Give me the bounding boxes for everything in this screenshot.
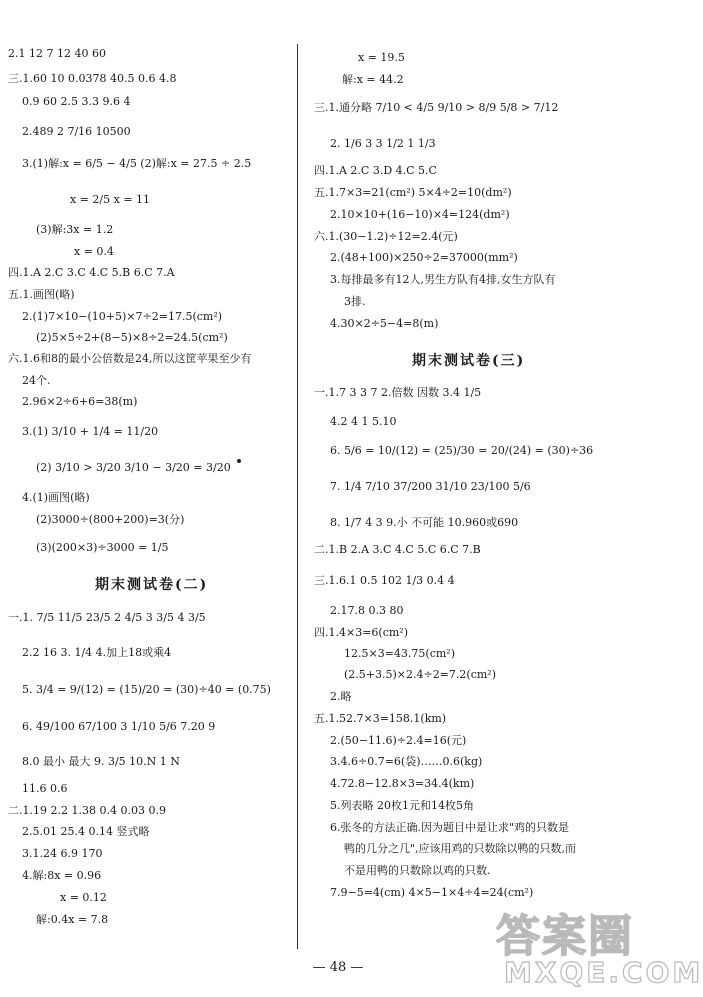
answer-line: 解:x = 44.2 [342,73,404,86]
answer-line: 4.30×2÷5−4=8(m) [330,317,439,330]
answer-line: 5. 3/4 = 9/(12) = (15)/20 = (30)÷40 = (0.75) [22,683,271,696]
answer-line: 3排. [344,295,366,308]
answer-line: 4.解:8x = 0.96 [22,869,102,882]
answer-line: (2) 3/10 > 3/20 3/10 − 3/20 = 3/20 [36,461,231,474]
watermark-sub-text: MXQE.COM [504,956,703,989]
page-number: — 48 — [312,960,364,975]
answer-line: 2.17.8 0.3 80 [330,604,404,617]
answer-line: 6. 5/6 = 10/(12) = (25)/30 = 20/(24) = (30)÷36 [330,444,594,457]
answer-line: 5.列表略 20枚1元和14枚5角 [330,799,474,812]
answer-line: x = 0.4 [74,245,114,258]
answer-line: 五.1.画图(略) [8,288,75,301]
answer-line: (3)解:3x = 1.2 [36,223,114,236]
watermark-logo [496,900,703,992]
section-title: 期末测试卷(二) [95,577,209,593]
answer-line: x = 2/5 x = 11 [70,193,151,206]
answer-line: 五.1.7×3=21(cm²) 5×4÷2=10(dm²) [314,186,512,199]
answer-line: 3.1.24 6.9 170 [22,847,103,860]
answer-line: x = 19.5 [358,51,405,64]
answer-line: 3.(1) 3/10 + 1/4 = 11/20 [22,425,159,438]
answer-line: 2.5.01 25.4 0.14 竖式略 [22,825,150,838]
answer-line: 7. 1/4 7/10 37/200 31/10 23/100 5/6 [330,480,531,493]
answer-line: 三.1.6.1 0.5 102 1/3 0.4 4 [314,574,455,587]
answer-line: 11.6 0.6 [22,782,68,795]
answer-line: 2.(48+100)×250÷2=37000(mm²) [330,251,518,264]
answer-line: 三.1.60 10 0.0378 40.5 0.6 4.8 [8,72,177,85]
answer-line: 24个. [22,374,51,387]
answer-line: 8.0 最小 最大 9. 3/5 10.N 1 N [22,755,180,768]
answer-line: 4.2 4 1 5.10 [330,415,397,428]
answer-line: 7.9−5=4(cm) 4×5−1×4÷4=24(cm²) [330,886,534,899]
answer-line: 四.1.A 2.C 3.C 4.C 5.B 6.C 7.A [8,266,175,279]
answer-line: 一.1.7 3 3 7 2.倍数 因数 3.4 1/5 [314,386,482,399]
answer-line: 3.每排最多有12人,男生方队有4排,女生方队有 [330,273,556,286]
answer-line: (2)5×5÷2+(8−5)×8÷2=24.5(cm²) [36,331,228,344]
answer-line: 4.72.8−12.8×3=34.4(km) [330,777,475,790]
answer-line: 五.1.52.7×3=158.1(km) [314,712,447,725]
answer-line: 三.1.通分略 7/10 < 4/5 9/10 > 8/9 5/8 > 7/12 [314,101,559,114]
answer-line: 3.4.6÷0.7=6(袋)……0.6(kg) [330,755,483,768]
answer-line: (2)3000÷(800+200)=3(分) [36,513,185,526]
answer-line: 2.略 [330,690,352,703]
answer-line: 2.1 12 7 12 40 60 [8,47,106,60]
answer-line: 4.(1)画图(略) [22,491,90,504]
answer-line: 六.1.6和8的最小公倍数是24,所以这筐苹果至少有 [8,352,252,365]
answer-line: 一.1. 7/5 11/5 23/5 2 4/5 3 3/5 4 3/5 [8,611,206,624]
answer-line: 2.(50−11.6)÷2.4=16(元) [330,734,467,747]
answer-line: 四.1.A 2.C 3.D 4.C 5.C [314,164,437,177]
answer-line: 不是用鸭的只数除以鸡的只数. [344,864,491,877]
answer-line: 2.10×10+(16−10)×4=124(dm²) [330,208,510,221]
answer-line: 2.489 2 7/16 10500 [22,125,131,138]
answer-line: 6. 49/100 67/100 3 1/10 5/6 7.20 9 [22,720,216,733]
answer-line: 六.1.(30−1.2)÷12=2.4(元) [314,230,458,243]
answer-line: 二.1.B 2.A 3.C 4.C 5.C 6.C 7.B [314,543,481,556]
answer-line: 四.1.4×3=6(cm²) [314,626,409,639]
answer-line: 2.2 16 3. 1/4 4.加上18或乘4 [22,646,172,659]
answer-line: 鸭的几分之几",应该用鸡的只数除以鸭的只数,而 [344,842,577,855]
section-title: 期末测试卷(三) [412,353,526,369]
answer-line: 2. 1/6 3 3 1/2 1 1/3 [330,137,436,150]
answer-line: 0.9 60 2.5 3.3 9.6 4 [22,95,131,108]
answer-line: 6.张冬的方法正确.因为题目中是让求"鸡的只数是 [330,821,570,834]
answer-line: 12.5×3=43.75(cm²) [344,647,455,660]
column-divider [297,44,298,949]
answer-line: 2.96×2÷6+6=38(m) [22,395,138,408]
answer-line: 8. 1/7 4 3 9.小 不可能 10.960或690 [330,516,519,529]
answer-line: 解:0.4x = 7.8 [36,913,109,926]
watermark-main-text: 答案圈 [496,911,634,962]
answer-line: (2.5+3.5)×2.4÷2=7.2(cm²) [344,668,497,681]
answer-line: 二.1.19 2.2 1.38 0.4 0.03 0.9 [8,804,166,817]
answer-line: x = 0.12 [60,891,107,904]
stray-dot [237,459,241,463]
answer-line: (3)(200×3)÷3000 = 1/5 [36,541,169,554]
answer-line: 2.(1)7×10−(10+5)×7÷2=17.5(cm²) [22,310,223,323]
answer-line: 3.(1)解:x = 6/5 − 4/5 (2)解:x = 27.5 ÷ 2.5 [22,157,252,170]
